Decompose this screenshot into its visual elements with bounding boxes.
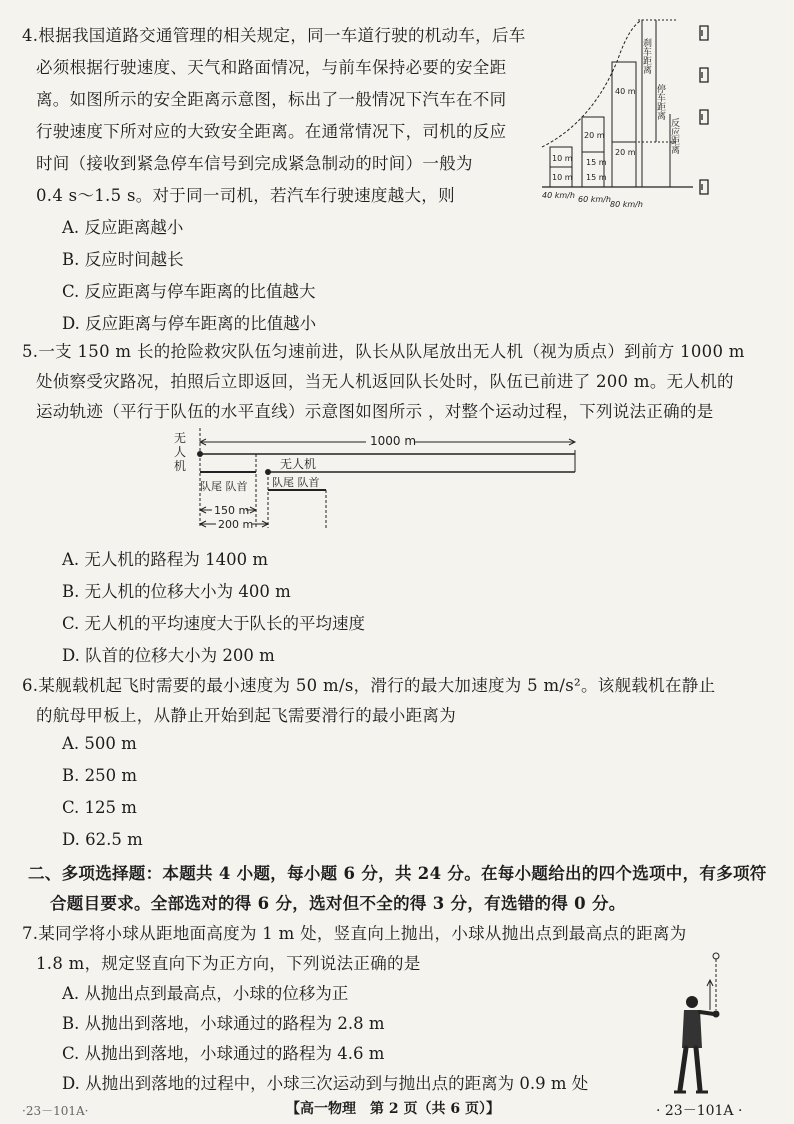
envelope-curve [542, 20, 642, 147]
q4-option-d: D. 反应距离与停车距离的比值越小 [62, 314, 317, 333]
drone-char-1: 无 [174, 431, 187, 445]
q6-line-2: 的航母甲板上，从静止开始到起飞需要滑行的最小距离为 [36, 706, 456, 725]
q4-line-1: 4.根据我国道路交通管理的相关规定，同一车道行驶的机动车，后车 [22, 26, 526, 45]
binder-marks [700, 26, 708, 194]
label-brake-distance: 刹车距离 [641, 38, 651, 74]
q5-line-3: 运动轨迹（平行于队伍的水平直线）示意图如图所示 ，对整个运动过程，下列说法正确的是 [36, 402, 714, 421]
q5-option-b: B. 无人机的位移大小为 400 m [62, 582, 291, 601]
label-drone: 无人机 [280, 457, 317, 471]
q6-line-1: 6.某舰载机起飞时需要的最小速度为 50 m/s，滑行的最大加速度为 5 m/s²。该舰载机在静止 [22, 676, 716, 695]
q7-line-1: 7.某同学将小球从距地面高度为 1 m 处，竖直向上抛出，小球从抛出点到最高点的距离为 [22, 924, 687, 943]
q5-option-d: D. 队首的位移大小为 200 m [62, 646, 275, 665]
drone-char-2: 人 [174, 445, 187, 459]
team-final-label: 队尾 队首 [272, 476, 320, 489]
speed-label-60: 60 km/h [578, 195, 611, 204]
q4-line-6: 0.4 s～1.5 s。对于同一司机，若汽车行驶速度越大，则 [36, 186, 455, 205]
drone-track-figure [170, 428, 590, 538]
person-arm-icon [700, 1012, 714, 1014]
drone-char-3: 机 [174, 459, 187, 473]
q4-option-c: C. 反应距离与停车距离的比值越大 [62, 282, 316, 301]
q6-option-c: C. 125 m [62, 798, 137, 817]
safety-distance-figure [538, 14, 724, 214]
q7-option-d: D. 从抛出到落地的过程中，小球三次运动到与抛出点的距离为 0.9 m 处 [62, 1074, 589, 1093]
box-label-5: 15 m [586, 173, 607, 182]
q4-line-5: 时间（接收到紧急停车信号到完成紧急制动的时间）一般为 [36, 154, 473, 173]
q4-option-b: B. 反应时间越长 [62, 250, 184, 269]
q7-option-b: B. 从抛出到落地，小球通过的路程为 2.8 m [62, 1014, 385, 1033]
q6-option-d: D. 62.5 m [62, 830, 143, 849]
person-body-icon [682, 1010, 702, 1048]
label-stop-distance: 停车距离 [655, 84, 665, 120]
q7-line-2: 1.8 m，规定竖直向下为正方向，下列说法正确的是 [36, 954, 421, 973]
label-200: 200 m [218, 518, 254, 531]
person-legs-icon [680, 1048, 700, 1090]
q7-option-a: A. 从抛出点到最高点，小球的位移为正 [62, 984, 349, 1003]
q6-option-a: A. 500 m [62, 734, 137, 753]
box-label-3: 20 m [584, 131, 605, 140]
box-label-4: 15 m [586, 158, 607, 167]
q4-line-3: 离。如图所示的安全距离示意图，标出了一般情况下汽车在不同 [36, 90, 507, 109]
box-80-brake [612, 62, 636, 142]
label-1000: 1000 m [370, 434, 417, 448]
footer-exam-code: · 23－101A · [656, 1103, 743, 1119]
q5-line-1: 5.一支 150 m 长的抢险救灾队伍匀速前进，队长从队尾放出无人机（视为质点）到前方 1000 m [22, 342, 745, 361]
footer-faint-code: ·23－101A· [22, 1104, 89, 1118]
team-initial-label: 队尾 队首 [200, 480, 248, 493]
q4-option-a: A. 反应距离越小 [62, 218, 184, 237]
throwing-person-figure [670, 950, 726, 1100]
q6-option-b: B. 250 m [62, 766, 137, 785]
q4-line-4: 行驶速度下所对应的大致安全距离。在通常情况下，司机的反应 [36, 122, 507, 141]
person-head-icon [686, 996, 698, 1008]
section2-line-2: 合题目要求。全部选对的得 6 分，选对但不全的得 3 分，有选错的得 0 分。 [50, 894, 626, 913]
drone-start-point [197, 451, 203, 457]
q5-option-a: A. 无人机的路程为 1400 m [62, 550, 269, 569]
box-label-7: 20 m [615, 148, 636, 157]
q5-line-2: 处侦察受灾路况，拍照后立即返回，当无人机返回队长处时，队伍已前进了 200 m。无人机的 [36, 372, 734, 391]
speed-label-80: 80 km/h [610, 200, 643, 209]
footer-page-info: 【高一物理 第 2 页（共 6 页）】 [286, 1101, 500, 1117]
q5-option-c: C. 无人机的平均速度大于队长的平均速度 [62, 614, 366, 633]
box-label-6: 40 m [615, 87, 636, 96]
label-reaction-distance: 反应距离 [669, 118, 679, 154]
speed-label-40: 40 km/h [542, 191, 575, 200]
ball-top-icon [713, 953, 719, 959]
box-label-2: 10 m [552, 173, 573, 182]
q7-option-c: C. 从抛出到落地，小球通过的路程为 4.6 m [62, 1044, 385, 1063]
section2-line-1: 二、多项选择题：本题共 4 小题，每小题 6 分，共 24 分。在每小题给出的四个选项中，有多项符 [28, 864, 767, 883]
label-150: 150 m [214, 504, 250, 517]
q4-line-2: 必须根据行驶速度、天气和路面情况，与前车保持必要的安全距 [36, 58, 507, 77]
box-label-1: 10 m [552, 154, 573, 163]
